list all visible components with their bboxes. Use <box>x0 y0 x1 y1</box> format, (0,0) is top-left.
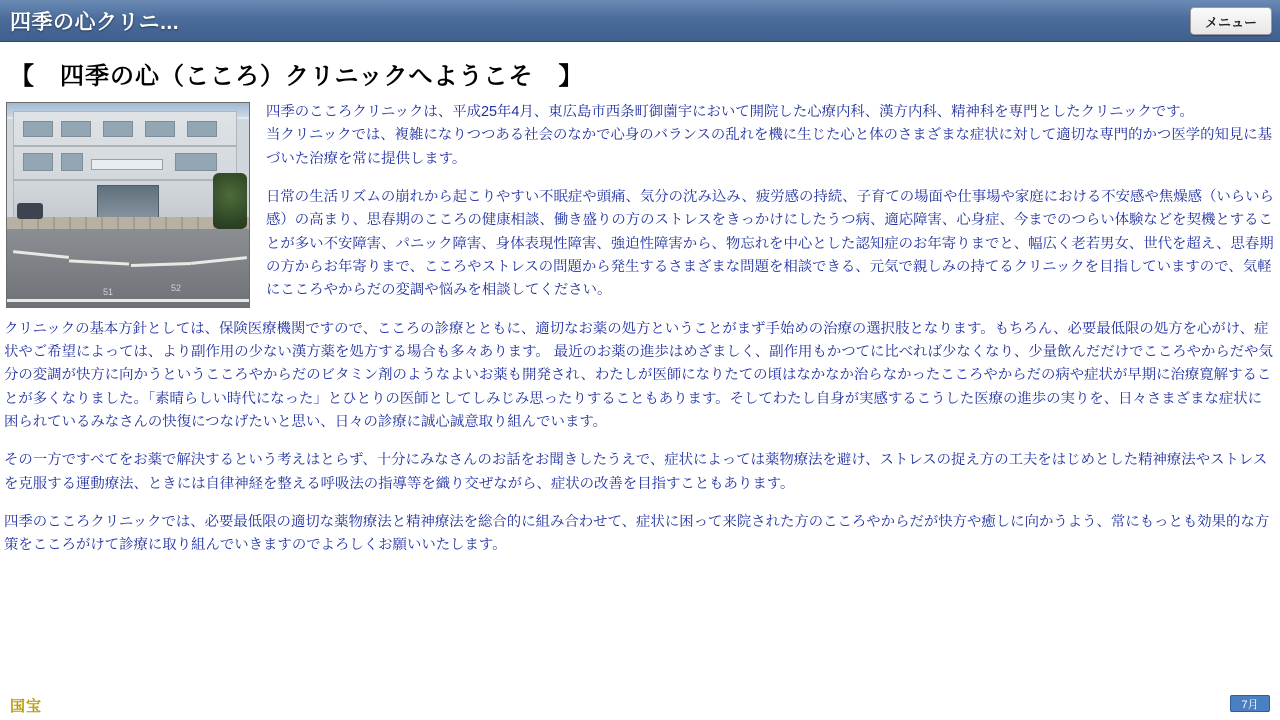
window <box>23 121 53 137</box>
page-content <box>0 42 1280 720</box>
parked-car <box>17 203 43 219</box>
paragraph-1: 四季のこころクリニックは、平成25年4月、東広島市西条町御薗宇において開院した心療内科、漢方内科、精神科を専門としたクリニックです。 <box>266 104 1194 120</box>
paragraph-gap <box>4 434 1274 449</box>
facade-floor-line <box>13 179 237 181</box>
footer-link-kokuhou[interactable]: 国宝 <box>10 698 43 715</box>
app-header <box>0 0 1280 42</box>
paragraph-2: 当クリニックでは、複雑になりつつある社会のなかで心身のバランスの乱れを機に生じた心と体のさまざまな症状に対して適切な専門的かつ医学的知見に基づいた治療を常に提供します。 <box>266 127 1273 167</box>
clinic-signboard <box>91 159 163 170</box>
article-body <box>0 101 1280 558</box>
paragraph-6: 四季のこころクリニックでは、必要最低限の適切な薬物療法と精神療法を総合的に組み合わせて、症状に困って来院された方のこころやからだが快方や癒しに向かうよう、常にもっとも効果的な方策をこころがけて診療に取り組んでいきますのでよろしくお願いいたします。 <box>4 513 1270 554</box>
page-title-bar: 四季の心クリニ... <box>10 10 180 34</box>
parking-lot <box>7 229 250 308</box>
window <box>61 121 91 137</box>
window <box>175 153 217 171</box>
paragraph-5: その一方ですべてをお薬で解決するという考えはとらず、十分にみなさんのお話をお聞きしたうえで、症状によっては薬物療法を避け、ストレスの捉え方の工夫をはじめとした精神療法やストレスを克服する運動療法、ときには自律神経を整える呼吸法の指導等を織り交ぜながら、症状の改善を目指すこともあります。 <box>4 452 1268 492</box>
menu-button[interactable]: メニュー <box>1190 7 1272 35</box>
paragraph-gap <box>4 496 1274 511</box>
paragraph-4: クリニックの基本方針としては、保険医療機関ですので、こころの診療とともに、適切なお薬の処方ということがまず手始めの治療の選択肢となります。もちろん、必要最低限の処方を心がけ、症状やご希望によっては、より副作用の少ない漢方薬を処方する場合も多々あります。 最近のお薬の進歩はめざましく、副作用もかつてに比べれば少なくなり、少量飲んだだけでこころやからだや気分の変調が快方に向かうというこころやからだのビタミン剤のようなよいお薬も開発され、わたしが医師になりたての頃はなかなか治らなかったこころやからだの病や症状が早期に治療寛解することが多くなりました。「素晴らしい時代になった」とひとりの医師としてしみじみ思ったりすることもあります。そしてわたし自身が実感するこうした医療の進歩の実りを、日々さまざまな症状に困られているみなさんの快復につなげたいと思い、日々の診療に誠心誠意取り組んでいます。 <box>4 320 1273 430</box>
window <box>61 153 83 171</box>
month-badge[interactable]: 7月 <box>1230 695 1270 712</box>
window <box>23 153 53 171</box>
facade-floor-line <box>13 145 237 147</box>
parking-space-number: 51 <box>103 287 114 297</box>
clinic-building-photo <box>6 102 250 308</box>
window <box>187 121 217 137</box>
welcome-heading: 【 四季の心（こころ）クリニックへようこそ 】 <box>10 63 584 90</box>
window <box>103 121 133 137</box>
window <box>145 121 175 137</box>
parking-space-number: 52 <box>171 283 182 293</box>
parking-stripe <box>7 299 250 302</box>
paragraph-3: 日常の生活リズムの崩れから起こりやすい不眠症や頭痛、気分の沈み込み、疲労感の持続、子育ての場面や仕事場や家庭における不安感や焦燥感（いらいら感）の高まり、思春期のこころの健康相談、働き盛りの方のストレスをきっかけにしたうつ病、適応障害、心身症、今までのつらい体験などを契機とすることが多い不安障害、パニック障害、身体表現性障害、強迫性障害から、物忘れを中心とした認知症のお年寄りまでと、幅広く老若男女、世代を超え、思春期の方からお年寄りまで、こころやストレスの問題から発生するさまざまな問題を相談できる、元気で親しみの持てるクリニックを目指していますので、気軽にこころやからだの変調や悩みを相談してください。 <box>266 188 1274 299</box>
shrub <box>213 173 247 229</box>
